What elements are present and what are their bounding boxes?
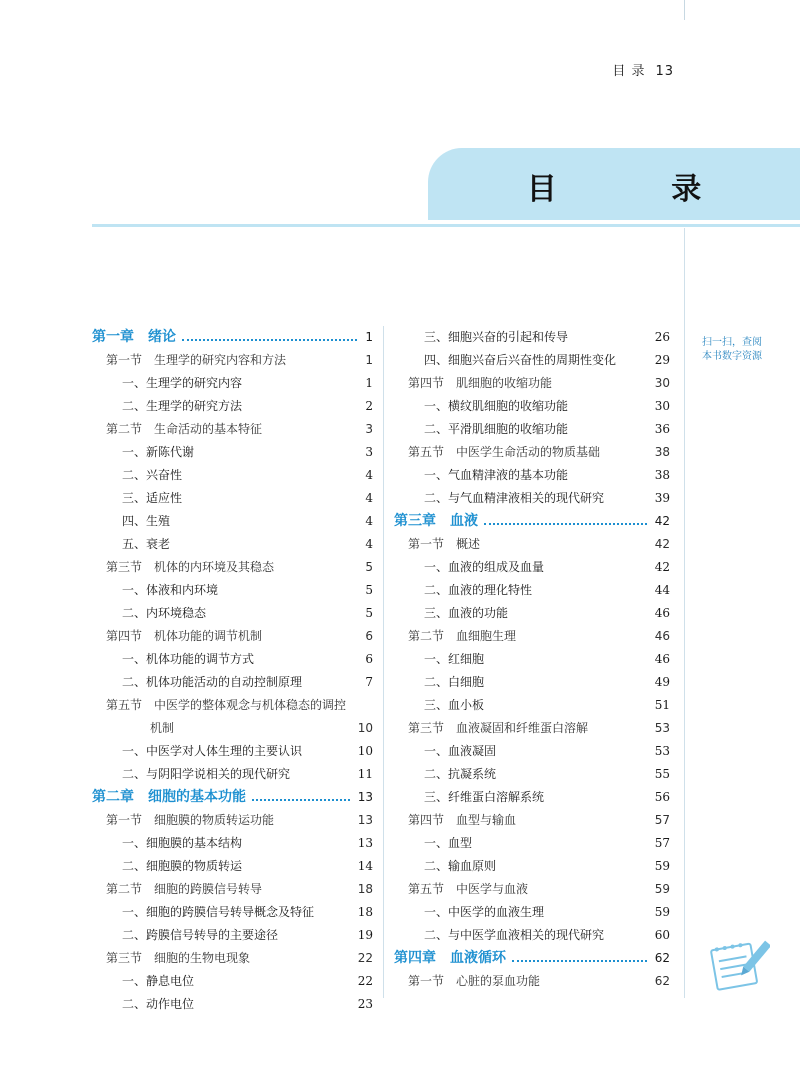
toc-subsection-entry[interactable]	[394, 855, 670, 878]
toc-entry-title: 第一节 细胞膜的物质转运功能	[106, 813, 275, 827]
toc-entry-title: 五、衰老	[122, 537, 171, 551]
toc-page-number: 36	[654, 422, 670, 436]
toc-page-number: 5	[365, 606, 373, 620]
toc-entry-title: 三、血液的功能	[424, 606, 509, 620]
toc-entry-title: 第五节 中医学与血液	[408, 882, 529, 896]
toc-entry-title: 二、血液的理化特性	[424, 583, 533, 597]
toc-page-number: 57	[654, 836, 670, 850]
toc-entry-title: 一、红细胞	[424, 652, 485, 666]
toc-subsection-entry[interactable]	[92, 579, 373, 602]
toc-page-number: 53	[654, 744, 670, 758]
scan-resources-note	[702, 336, 782, 364]
toc-section-entry[interactable]	[92, 878, 373, 901]
toc-subsection-entry[interactable]	[92, 832, 373, 855]
toc-entry-title: 二、抗凝系统	[424, 767, 497, 781]
toc-entry-title: 第五节 中医学的整体观念与机体稳态的调控	[106, 698, 347, 712]
toc-page-number: 57	[654, 813, 670, 827]
toc-subsection-entry[interactable]	[394, 740, 670, 763]
toc-entry-title: 四、细胞兴奋后兴奋性的周期性变化	[424, 353, 617, 367]
toc-entry-title: 第三节 血液凝固和纤维蛋白溶解	[408, 721, 589, 735]
toc-section-entry[interactable]	[92, 809, 373, 832]
toc-subsection-entry[interactable]	[92, 602, 373, 625]
toc-page-number: 1	[365, 353, 373, 367]
toc-entry-title: 第一节 概述	[408, 537, 481, 551]
toc-page-number: 5	[365, 560, 373, 574]
toc-section-entry[interactable]	[92, 349, 373, 372]
toc-page-number: 42	[654, 537, 670, 551]
running-header	[612, 60, 674, 79]
toc-page-number: 13	[357, 836, 373, 850]
toc-entry-title: 三、细胞兴奋的引起和传导	[424, 330, 569, 344]
toc-subsection-entry[interactable]	[394, 648, 670, 671]
toc-entry-title: 一、新陈代谢	[122, 445, 195, 459]
toc-subsection-entry[interactable]	[394, 556, 670, 579]
toc-entry-title: 二、白细胞	[424, 675, 485, 689]
toc-chapter-entry[interactable]	[92, 326, 373, 349]
toc-entry-title: 二、兴奋性	[122, 468, 183, 482]
toc-entry-title: 三、适应性	[122, 491, 183, 505]
toc-page-number: 38	[654, 468, 670, 482]
toc-subsection-entry[interactable]	[92, 464, 373, 487]
toc-section-entry[interactable]	[394, 625, 670, 648]
toc-entry-title: 一、气血精津液的基本功能	[424, 468, 569, 482]
title-band	[428, 148, 800, 220]
toc-page-number: 49	[654, 675, 670, 689]
toc-entry-title: 一、静息电位	[122, 974, 195, 988]
toc-subsection-entry[interactable]	[92, 372, 373, 395]
page-title: 目 录	[526, 172, 754, 207]
toc-leader-dots	[512, 960, 647, 962]
toc-page-number: 51	[654, 698, 670, 712]
toc-page-number: 13	[357, 790, 373, 804]
toc-entry-title: 一、血液凝固	[424, 744, 497, 758]
toc-page-number: 62	[654, 951, 670, 965]
toc-page-number: 59	[654, 859, 670, 873]
toc-entry-title: 一、中医学对人体生理的主要认识	[122, 744, 303, 758]
toc-entry-title: 一、细胞的跨膜信号转导概念及特征	[122, 905, 315, 919]
notepad-pencil-icon	[708, 936, 770, 992]
toc-subsection-entry[interactable]	[394, 602, 670, 625]
toc-page-number: 1	[365, 330, 373, 344]
toc-page-number: 46	[654, 606, 670, 620]
toc-page-number: 30	[654, 399, 670, 413]
toc-page-number: 7	[365, 675, 373, 689]
toc-page-number: 4	[365, 514, 373, 528]
toc-page-number: 56	[654, 790, 670, 804]
toc-chapter-title: 第三章 血液	[394, 513, 482, 529]
toc-entry-title: 一、生理学的研究内容	[122, 376, 243, 390]
toc-chapter-title: 第二章 细胞的基本功能	[92, 789, 250, 805]
toc-entry-title: 第一节 心脏的泵血功能	[408, 974, 541, 988]
toc-subsection-entry[interactable]	[394, 487, 670, 510]
toc-page-number: 11	[357, 767, 373, 781]
toc-subsection-entry[interactable]	[394, 349, 670, 372]
toc-entry-title: 二、与阴阳学说相关的现代研究	[122, 767, 291, 781]
toc-chapter-title: 第四章 血液循环	[394, 950, 510, 966]
toc-page-number: 29	[654, 353, 670, 367]
toc-entry-title: 二、细胞膜的物质转运	[122, 859, 243, 873]
toc-entry-title: 二、生理学的研究方法	[122, 399, 243, 413]
toc-entry-title: 一、横纹肌细胞的收缩功能	[424, 399, 569, 413]
toc-subsection-entry[interactable]	[394, 671, 670, 694]
toc-section-entry[interactable]	[92, 556, 373, 579]
toc-page-number: 39	[654, 491, 670, 505]
toc-section-entry[interactable]	[92, 418, 373, 441]
toc-entry-title: 第四节 肌细胞的收缩功能	[408, 376, 553, 390]
toc-subsection-entry[interactable]	[394, 901, 670, 924]
toc-leader-dots	[484, 523, 647, 525]
toc-entry-title: 第四节 血型与输血	[408, 813, 517, 827]
toc-page-number: 18	[357, 905, 373, 919]
toc-entry-title: 第二节 血细胞生理	[408, 629, 517, 643]
toc-subsection-entry[interactable]	[92, 924, 373, 947]
toc-entry-title: 一、体液和内环境	[122, 583, 219, 597]
toc-subsection-entry[interactable]	[92, 740, 373, 763]
toc-subsection-entry[interactable]	[92, 901, 373, 924]
toc-section-entry[interactable]	[394, 878, 670, 901]
toc-page-number: 46	[654, 652, 670, 666]
toc-section-entry[interactable]	[92, 694, 373, 740]
toc-page-number: 59	[654, 905, 670, 919]
toc-entry-title: 一、中医学的血液生理	[424, 905, 545, 919]
toc-subsection-entry[interactable]	[92, 395, 373, 418]
running-header-page-number: 13	[655, 64, 674, 79]
toc-page-number: 6	[365, 629, 373, 643]
toc-subsection-entry[interactable]	[394, 395, 670, 418]
toc-page-number: 26	[654, 330, 670, 344]
toc-subsection-entry[interactable]	[394, 326, 670, 349]
toc-page-number: 38	[654, 445, 670, 459]
toc-entry-title: 第三节 细胞的生物电现象	[106, 951, 251, 965]
toc-page-number: 42	[654, 560, 670, 574]
toc-leader-dots	[182, 339, 357, 341]
toc-entry-title: 一、细胞膜的基本结构	[122, 836, 243, 850]
toc-section-entry[interactable]	[92, 625, 373, 648]
toc-subsection-entry[interactable]	[394, 786, 670, 809]
toc-page-number: 53	[654, 721, 670, 735]
toc-subsection-entry[interactable]	[92, 648, 373, 671]
toc-page-number: 14	[357, 859, 373, 873]
toc-subsection-entry[interactable]	[394, 418, 670, 441]
toc-page-number: 13	[357, 813, 373, 827]
toc-page-number: 22	[357, 951, 373, 965]
toc-page-number: 4	[365, 537, 373, 551]
toc-subsection-entry[interactable]	[92, 855, 373, 878]
toc-chapter-entry[interactable]	[394, 510, 670, 533]
toc-entry-title: 二、与中医学血液相关的现代研究	[424, 928, 605, 942]
toc-section-entry[interactable]	[394, 372, 670, 395]
toc-page-number: 42	[654, 514, 670, 528]
toc-section-entry[interactable]	[394, 970, 670, 993]
toc-entry-title: 二、平滑肌细胞的收缩功能	[424, 422, 569, 436]
toc-chapter-entry[interactable]	[92, 786, 373, 809]
toc-entry-title: 二、内环境稳态	[122, 606, 207, 620]
toc-page-number: 30	[654, 376, 670, 390]
toc-page-number: 19	[357, 928, 373, 942]
toc-subsection-entry[interactable]	[92, 510, 373, 533]
toc-page-number: 55	[654, 767, 670, 781]
column-divider	[383, 326, 384, 998]
toc-subsection-entry[interactable]	[394, 464, 670, 487]
toc-entry-title: 一、机体功能的调节方式	[122, 652, 255, 666]
running-header-label: 目 录	[612, 64, 646, 79]
toc-entry-title-continued: 机制	[150, 721, 175, 735]
toc-left-column	[92, 326, 373, 1016]
toc-subsection-entry[interactable]	[394, 694, 670, 717]
toc-subsection-entry[interactable]	[92, 993, 373, 1016]
scan-note-line-2: 本书数字资源	[702, 351, 762, 362]
toc-page-number: 59	[654, 882, 670, 896]
toc-page-number: 3	[365, 445, 373, 459]
toc-subsection-entry[interactable]	[394, 579, 670, 602]
toc-page-number: 4	[365, 468, 373, 482]
toc-page-number: 46	[654, 629, 670, 643]
toc-entry-title: 第一节 生理学的研究内容和方法	[106, 353, 287, 367]
toc-subsection-entry[interactable]	[92, 533, 373, 556]
toc-page-number: 10	[357, 721, 373, 735]
toc-page-number: 10	[357, 744, 373, 758]
toc-page-number: 60	[654, 928, 670, 942]
top-rule	[684, 0, 685, 20]
toc-page-number: 6	[365, 652, 373, 666]
toc-entry-title: 二、机体功能活动的自动控制原理	[122, 675, 303, 689]
toc-entry-title: 一、血液的组成及血量	[424, 560, 545, 574]
toc-entry-title: 第二节 细胞的跨膜信号转导	[106, 882, 263, 896]
title-underline	[92, 224, 800, 227]
toc-page-number: 5	[365, 583, 373, 597]
scan-note-line-1: 扫一扫，查阅	[702, 337, 762, 348]
toc-entry-title: 二、动作电位	[122, 997, 195, 1011]
toc-subsection-entry[interactable]	[92, 487, 373, 510]
toc-subsection-entry[interactable]	[394, 832, 670, 855]
toc-page-number: 18	[357, 882, 373, 896]
toc-subsection-entry[interactable]	[92, 441, 373, 464]
toc-page-number: 23	[357, 997, 373, 1011]
toc-section-entry[interactable]	[394, 533, 670, 556]
toc-entry-title: 第五节 中医学生命活动的物质基础	[408, 445, 601, 459]
toc-entry-title: 二、输血原则	[424, 859, 497, 873]
toc-entry-title: 三、纤维蛋白溶解系统	[424, 790, 545, 804]
toc-page-number: 2	[365, 399, 373, 413]
toc-entry-title: 一、血型	[424, 836, 473, 850]
toc-entry-title: 四、生殖	[122, 514, 171, 528]
toc-subsection-entry[interactable]	[92, 671, 373, 694]
toc-subsection-entry[interactable]	[394, 924, 670, 947]
toc-entry-title: 第三节 机体的内环境及其稳态	[106, 560, 275, 574]
toc-chapter-title: 第一章 绪论	[92, 329, 180, 345]
sidebar-divider	[684, 228, 685, 998]
toc-leader-dots	[252, 799, 350, 801]
toc-page-number: 62	[654, 974, 670, 988]
toc-entry-title: 三、血小板	[424, 698, 485, 712]
toc-page-number: 3	[365, 422, 373, 436]
toc-section-entry[interactable]	[92, 947, 373, 970]
toc-section-entry[interactable]	[394, 809, 670, 832]
toc-page-number: 22	[357, 974, 373, 988]
toc-subsection-entry[interactable]	[394, 763, 670, 786]
toc-section-entry[interactable]	[394, 441, 670, 464]
toc-right-column	[394, 326, 670, 993]
toc-entry-title: 二、跨膜信号转导的主要途径	[122, 928, 279, 942]
toc-entry-title: 第四节 机体功能的调节机制	[106, 629, 263, 643]
toc-subsection-entry[interactable]	[92, 763, 373, 786]
toc-page-number: 44	[654, 583, 670, 597]
toc-subsection-entry[interactable]	[92, 970, 373, 993]
toc-page-number: 1	[365, 376, 373, 390]
toc-page-number: 4	[365, 491, 373, 505]
toc-chapter-entry[interactable]	[394, 947, 670, 970]
toc-entry-title: 第二节 生命活动的基本特征	[106, 422, 263, 436]
toc-section-entry[interactable]	[394, 717, 670, 740]
toc-entry-title: 二、与气血精津液相关的现代研究	[424, 491, 605, 505]
